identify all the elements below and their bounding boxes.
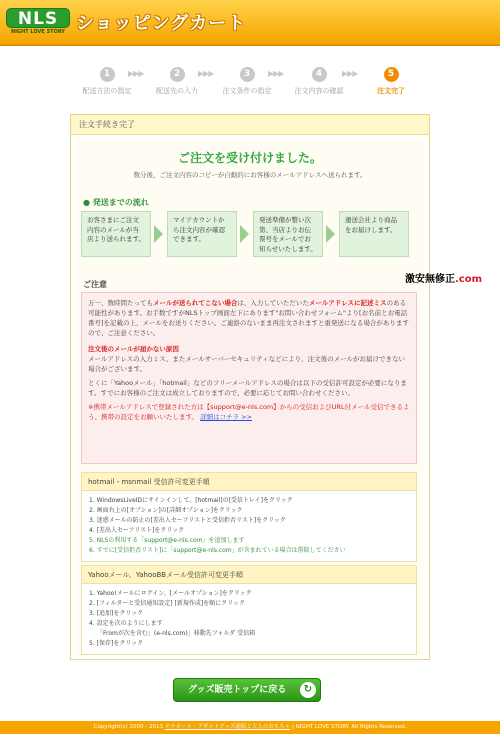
bullet-icon: ●: [83, 198, 90, 207]
logo-subtitle: NIGHT LOVE STORY: [10, 29, 66, 35]
list-item: 4. 設定を次のようにします: [89, 620, 163, 627]
caution-paragraph: [88, 378, 410, 398]
caution-paragraph: [88, 344, 410, 374]
footer-copyright: Copyright(c) 2000 - 2013: [93, 724, 163, 730]
flow-step: 発送準備が整い次第、当店よりお伝票号をメールでお知らせいたします。: [253, 211, 323, 257]
thanks-title: ご注文を受け付けました。: [177, 151, 322, 165]
panel-heading: 注文手続き完了: [71, 115, 429, 135]
hotmail-instructions: [81, 472, 417, 562]
list-item: 3. [追加]をクリック: [89, 610, 144, 617]
step-number: 3: [240, 67, 255, 82]
step-label: 注文内容の確認: [294, 87, 344, 95]
footer-link[interactable]: オナホール・アダルトグッズ通販と大人のおもちゃ: [164, 724, 291, 730]
caution-text: は、入力していただいた: [237, 299, 309, 307]
list-item: 6. すでに[受信拒否リスト]に「support@e-nls.com」が含まれている場合は削除してください: [89, 547, 346, 554]
yahoo-steps: [82, 584, 416, 654]
button-label: グッズ販売トップに戻る: [188, 685, 287, 695]
footer-rights: | NIGHT LOVE STORY. All Rights Reserved.: [292, 724, 407, 730]
step-label: 配送先の入力: [156, 87, 198, 95]
hotmail-steps: [82, 491, 416, 561]
flow-step: マイアカウントから注文内容が確認できます。: [167, 211, 237, 257]
caution-emphasis: メールが送られてこない場合: [153, 299, 238, 307]
yahoo-instructions: [81, 565, 417, 655]
caution-mobile-note: ※携帯メールアドレスで登録された方は【support@e-nls.com】からの受信およびURL付メール受信できるよう、携帯の設定をお願いいたします。: [88, 403, 410, 421]
caution-subtitle: 届かない原因: [139, 345, 179, 353]
page-title: ショッピングカート: [76, 13, 247, 34]
caution-text: メールアドレスの入力ミス、またメールサーバーセキュリティなどにより、注文後のメールがお届けできない場合がございます。: [88, 355, 406, 373]
details-link[interactable]: 詳細はコチラ >>: [200, 413, 253, 421]
shipping-flow: [81, 211, 421, 259]
site-logo[interactable]: [6, 8, 70, 38]
caution-paragraph: [88, 298, 410, 338]
panel-body: [75, 139, 425, 655]
step-label: 配送方法の指定: [82, 87, 132, 95]
list-item: 4. [差出人セーフリスト]をクリック: [89, 527, 185, 534]
caution-paragraph: [88, 402, 410, 422]
step-label: 注文条件の指定: [222, 87, 272, 95]
caution-box: [81, 292, 417, 464]
list-item: 「Fromが次を含む」(e-nls.com)」移動先フォルダ 受信箱: [97, 630, 256, 637]
step-number: 2: [170, 67, 185, 82]
caution-title: ご注意: [83, 280, 107, 289]
watermark-domain: .com: [455, 274, 483, 285]
back-to-shop-button[interactable]: [173, 678, 321, 702]
list-item: 3. 迷惑メールの防止の[差出人セーフリストと受信拒否リスト]をクリック: [89, 517, 286, 524]
flow-arrow-icon: [154, 225, 163, 243]
flow-arrow-icon: [326, 225, 335, 243]
logo-mark: NLS: [6, 8, 70, 28]
step-arrows-icon: ▶▶▶: [342, 69, 358, 78]
flow-arrow-icon: [240, 225, 249, 243]
step-number: 5: [384, 67, 399, 82]
hotmail-title: hotmail・msnmail 受信許可変更手順: [82, 473, 416, 491]
step-number: 1: [100, 67, 115, 82]
step-5: [356, 67, 426, 96]
flow-title-text: 発送までの流れ: [92, 198, 149, 207]
site-header: [0, 0, 500, 46]
list-item: 1. Yahoo!メールにログイン、[メールオプション]をクリック: [89, 590, 252, 597]
watermark-text: 激安無修正: [405, 274, 455, 285]
step-arrows-icon: ▶▶▶: [268, 69, 284, 78]
list-item: 2. [フィルターと受信通知設定] [新規作成]を順にクリック: [89, 600, 245, 607]
order-complete-panel: [70, 114, 430, 660]
site-footer: [0, 721, 500, 734]
caution-text: 万一、数時間たっても: [88, 299, 153, 307]
list-item: 5. [保存]をクリック: [89, 640, 144, 647]
caution-text: のある可能性があります。お手数ですがNLSトップ画面左下にあります"お問い合わせフォーム"より[お名前とお電話番号]を記載の上、メールをお送りください。ご連絡のないまま再注文されますと重発送になる場合がありますので、ご注意ください。: [88, 299, 409, 337]
flow-step: お客さまにご注文内容のメールが当店より送られます。: [81, 211, 151, 257]
list-item: 5. NLSの利用する「support@e-nls.com」を追加します: [89, 537, 245, 544]
step-label: 注文完了: [377, 87, 405, 95]
caution-subtitle: 注文後のメールが: [88, 345, 140, 353]
flow-step: 運送会社より商品をお届けします。: [339, 211, 409, 257]
caution-emphasis: メールアドレスに記述ミス: [308, 299, 387, 307]
step-number: 4: [312, 67, 327, 82]
list-item: 1. WindowsLiveIDにサインインして、[hotmail]の[受信トレイ]をクリック: [89, 497, 293, 504]
step-arrows-icon: ▶▶▶: [198, 69, 214, 78]
refresh-icon: ↻: [300, 682, 316, 698]
step-arrows-icon: ▶▶▶: [128, 69, 144, 78]
yahoo-title: Yahooメール、YahooBBメール受信許可変更手順: [82, 566, 416, 584]
flow-title: [83, 197, 149, 208]
checkout-steps: [72, 67, 422, 101]
watermark: [405, 270, 482, 285]
list-item: 2. 画面右上の[オプション]の[詳細オプション]をクリック: [89, 507, 243, 514]
thanks-subtitle: 数分後、ご注文内容のコピーが自動的にお客様のメールアドレスへ送られます。: [133, 171, 367, 179]
caution-text: とくに「Yahooメール」「hotmail」などのフリーメールアドレスの場合は以下の受信許可設定が必要になります。すでにお客様のご注文は成立しておりますので、必要に応じてお問い合わせください。: [88, 379, 407, 397]
